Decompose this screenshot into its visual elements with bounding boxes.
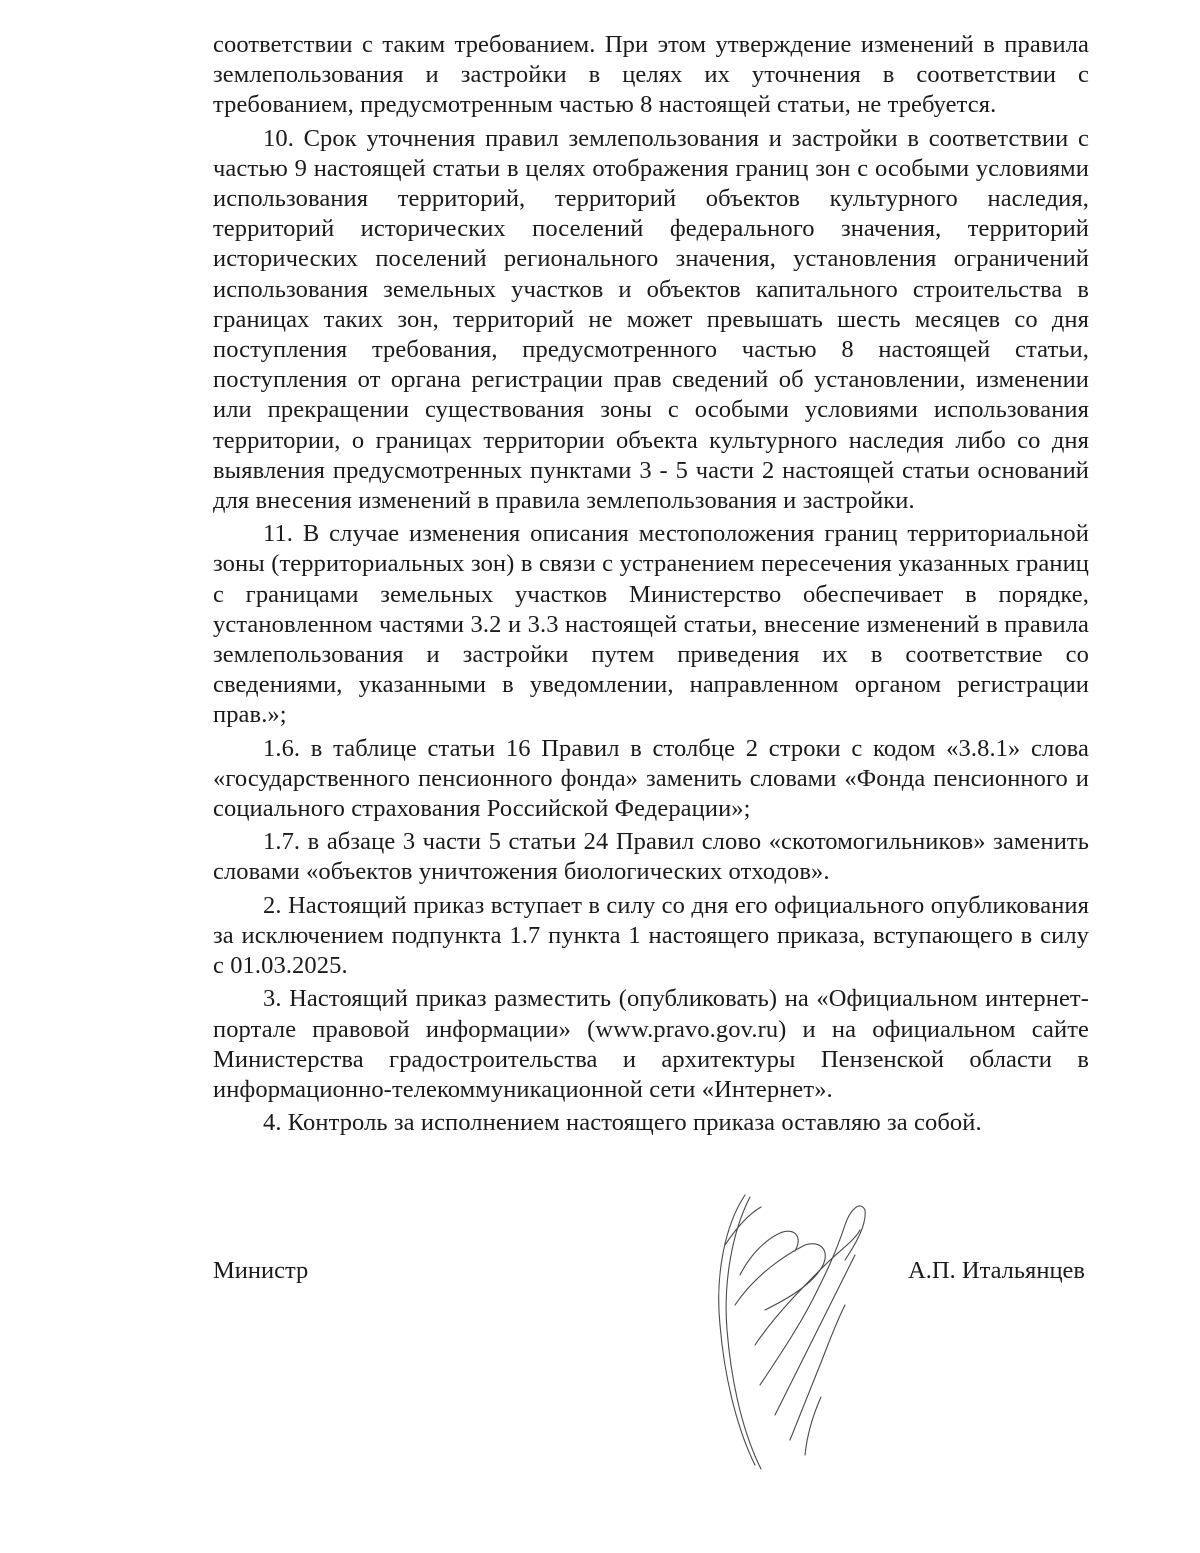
paragraph-1-6: 1.6. в таблице статьи 16 Правил в столбце 2 строки с кодом «3.8.1» слова «государственного пенсионного фонда» заменить словами «Фонда пенсионного и социального страхования Российской Федерации»;	[213, 734, 1089, 823]
signer-title: Министр	[213, 1257, 309, 1284]
paragraph-10: 10. Срок уточнения правил землепользования и застройки в соответствии с частью 9 настоящей статьи в целях отображения границ зон с особыми условиями использования территорий, территорий объектов культурного наследия, территорий исторических поселений федерального значения, территорий исторических поселений регионального значения, установления ограничений использования земельных участков и объектов капитального строительства в границах таких зон, территорий не может превышать шесть месяцев со дня поступления требования, предусмотренного частью 8 настоящей статьи, поступления от органа регистрации прав сведений об установлении, изменении или прекращении существования зоны с особыми условиями использования территории, о границах территории объекта культурного наследия либо со дня выявления предусмотренных пунктами 3 - 5 части 2 настоящей статьи оснований для внесения изменений в правила землепользования и застройки.	[213, 124, 1089, 515]
paragraph-3: 3. Настоящий приказ разместить (опубликовать) на «Официальном интернет-портале правовой информации» (www.pravo.gov.ru) и на официальном сайте Министерства градостроительства и архитектуры Пензенской области в информационно-телекоммуникационной сети «Интернет».	[213, 985, 1089, 1103]
document-body	[213, 30, 1089, 1141]
paragraph-11: 11. В случае изменения описания местоположения границ территориальной зоны (территориальных зон) в связи с устранением пересечения указанных границ с границами земельных участков Министерство обеспечивает в порядке, установленном частями 3.2 и 3.3 настоящей статьи, внесение изменений в правила землепользования и застройки путем приведения их в соответствие со сведениями, указанными в уведомлении, направленном органом регистрации прав.»;	[213, 520, 1089, 729]
paragraph-4: 4. Контроль за исполнением настоящего приказа оставляю за собой.	[263, 1109, 982, 1137]
signature-block	[213, 1256, 1089, 1296]
paragraph-2: 2. Настоящий приказ вступает в силу со дня его официального опубликования за исключением подпункта 1.7 пункта 1 настоящего приказа, вступающего в силу с 01.03.2025.	[213, 891, 1089, 980]
handwritten-signature-icon	[695, 1185, 885, 1475]
paragraph-continuation: соответствии с таким требованием. При этом утверждение изменений в правила землепользования и застройки в целях их уточнения в соответствии с требованием, предусмотренным частью 8 настоящей статьи, не требуется.	[213, 31, 1089, 119]
signer-name: А.П. Итальянцев	[908, 1257, 1085, 1284]
paragraph-1-7: 1.7. в абзаце 3 части 5 статьи 24 Правил слово «скотомогильников» заменить словами «объектов уничтожения биологических отходов».	[213, 828, 1089, 886]
